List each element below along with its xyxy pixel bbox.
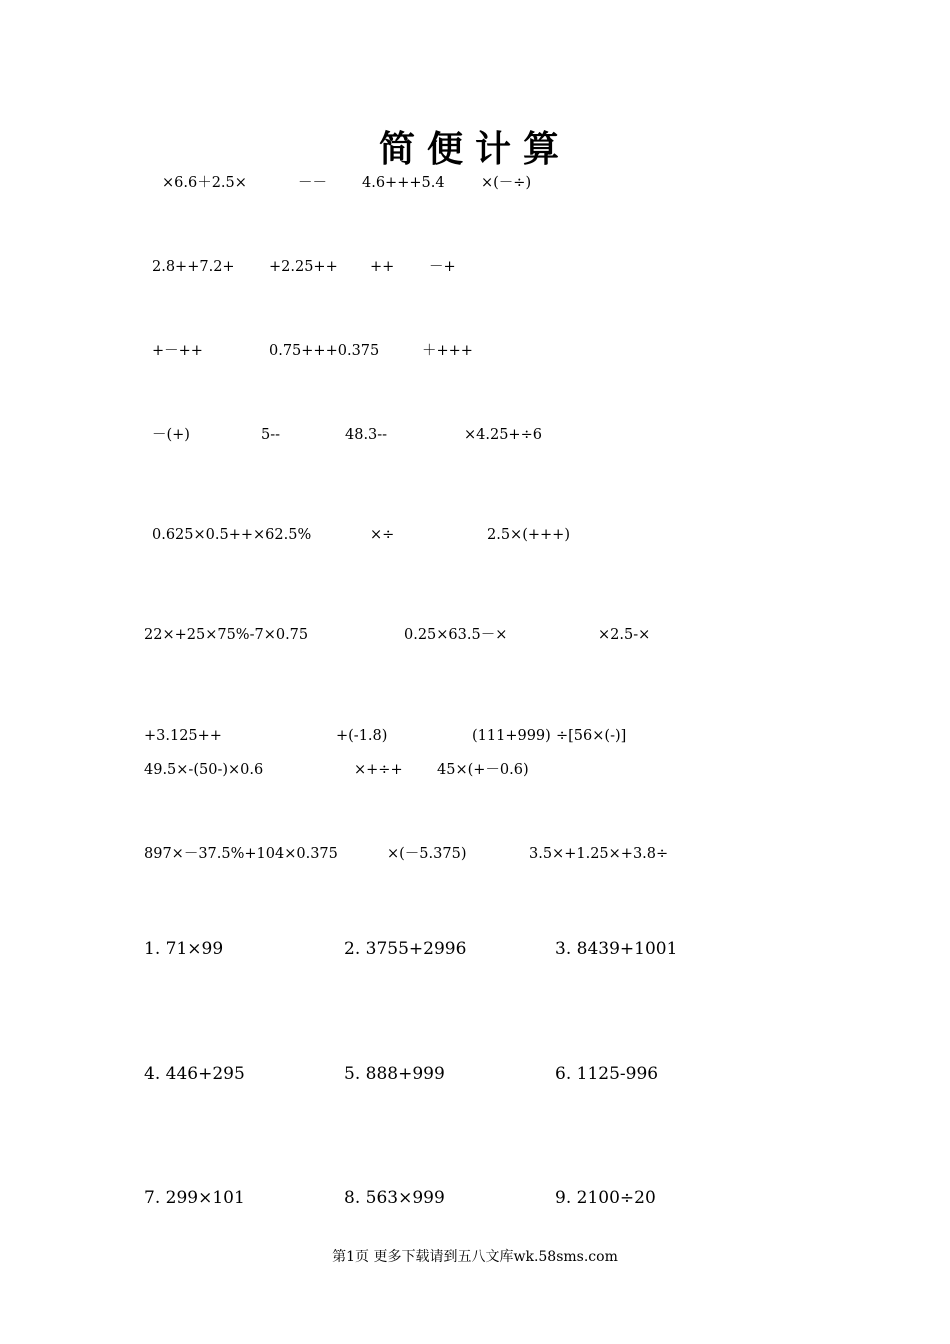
problem-9-1: 897×－37.5%+104×0.375 [144, 846, 338, 862]
problem-9-2: ×(－5.375) [387, 846, 467, 862]
problem-2-4: －+ [429, 259, 456, 275]
numbered-problem-4: 4. 446+295 [144, 1064, 245, 1084]
numbered-problem-8: 8. 563×999 [344, 1188, 445, 1208]
problem-7-1: +3.125++ [144, 728, 222, 744]
problem-4-2: 5-- [261, 427, 281, 443]
problem-5-2: ×÷ [370, 527, 395, 543]
problem-3-2: 0.75+++0.375 [269, 343, 380, 359]
problem-5-3: 2.5×(+++) [487, 527, 570, 543]
problem-7-2: +(-1.8) [336, 728, 388, 744]
problem-6-1: 22×+25×75%-7×0.75 [144, 627, 309, 643]
problem-6-3: ×2.5-× [598, 627, 651, 643]
numbered-problem-1: 1. 71×99 [144, 939, 224, 959]
problem-2-2: +2.25++ [269, 259, 338, 275]
problem-4-1: －(+) [152, 427, 190, 443]
numbered-problem-3: 3. 8439+1001 [555, 939, 678, 959]
problem-9-3: 3.5×+1.25×+3.8÷ [529, 846, 669, 862]
problem-4-4: ×4.25+÷6 [464, 427, 542, 443]
problem-7-4: ÷[56×(-)] [556, 728, 627, 744]
problem-1-1: ×6.6＋2.5× [162, 175, 247, 191]
problem-1-2: －－ [298, 175, 327, 191]
problem-2-3: ++ [370, 259, 395, 275]
problem-2-1: 2.8++7.2+ [152, 259, 235, 275]
problem-3-1: +－++ [152, 343, 203, 359]
problem-1-4: ×(－÷) [481, 175, 532, 191]
page-footer: 第1页 更多下载请到五八文库wk.58sms.com [332, 1249, 618, 1265]
numbered-problem-7: 7. 299×101 [144, 1188, 245, 1208]
problem-1-3: 4.6+++5.4 [362, 175, 445, 191]
numbered-problem-6: 6. 1125-996 [555, 1064, 659, 1084]
problem-8-2: ×+÷+ [354, 762, 403, 778]
numbered-problem-2: 2. 3755+2996 [344, 939, 467, 959]
problem-8-3: 45×(+－0.6) [437, 762, 529, 778]
numbered-problem-5: 5. 888+999 [344, 1064, 445, 1084]
problem-6-2: 0.25×63.5－× [404, 627, 508, 643]
numbered-problem-9: 9. 2100÷20 [555, 1188, 656, 1208]
problem-8-1: 49.5×-(50-)×0.6 [144, 762, 264, 778]
page-title: 简便计算 [378, 129, 571, 170]
problem-4-3: 48.3-- [345, 427, 388, 443]
problem-5-1: 0.625×0.5++×62.5% [152, 527, 312, 543]
problem-7-3: (111+999) [472, 728, 551, 744]
problem-3-3: ＋+++ [422, 343, 473, 359]
